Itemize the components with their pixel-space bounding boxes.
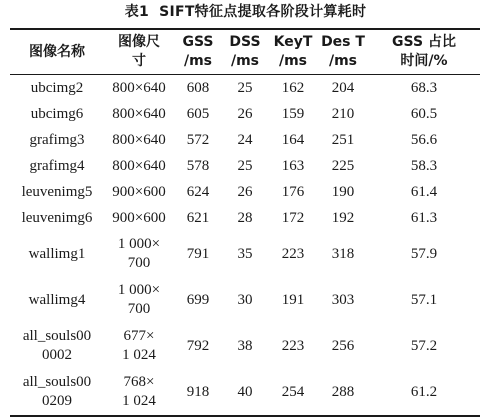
gss-cell: 624 [186, 183, 210, 200]
cell-text: 800×640 [112, 131, 166, 148]
dest-cell: 192 [331, 209, 355, 226]
keyt-cell: 164 [281, 131, 305, 148]
cell-text: grafimg4 [29, 157, 85, 174]
image-size-cell [104, 179, 174, 205]
keyt-cell: 223 [281, 337, 305, 354]
cell-text: 768× [123, 374, 155, 390]
header-text: DSS [229, 34, 261, 50]
keyt-cell: 159 [281, 105, 305, 122]
image-size-cell [104, 323, 174, 369]
keyt-cell: 176 [281, 183, 305, 200]
gss-ratio-cell: 57.9 [410, 245, 438, 262]
cell-text: all_souls00 [22, 328, 92, 344]
cell-text: leuvenimg5 [21, 183, 93, 200]
image-size-cell [104, 205, 174, 231]
dss-cell: 25 [237, 157, 253, 174]
cell-text: 1 024 [122, 393, 156, 409]
keyt-cell: 172 [281, 209, 305, 226]
cell-text: 900×600 [112, 183, 166, 200]
cell-text: 800×640 [112, 105, 166, 122]
keyt-cell: 254 [281, 383, 305, 400]
dest-cell: 288 [331, 383, 355, 400]
table-row [10, 127, 480, 153]
table-row [10, 277, 480, 323]
gss-cell: 621 [186, 209, 210, 226]
table-row [10, 369, 480, 416]
dest-cell: 225 [331, 157, 355, 174]
dss-cell: 30 [237, 291, 253, 308]
cell-text: leuvenimg6 [21, 209, 93, 226]
gss-cell: 699 [186, 291, 210, 308]
gss-ratio-cell: 61.3 [410, 209, 438, 226]
image-name-cell [10, 369, 104, 416]
image-name-cell [10, 101, 104, 127]
gss-ratio-cell: 58.3 [410, 157, 438, 174]
image-name-cell [10, 179, 104, 205]
gss-ratio-cell: 61.2 [410, 383, 438, 400]
header-text: KeyT [273, 34, 313, 50]
gss-cell: 791 [186, 245, 210, 262]
image-name-cell [10, 231, 104, 277]
image-size-cell [104, 277, 174, 323]
dss-cell: 26 [237, 105, 253, 122]
dss-cell: 40 [237, 383, 253, 400]
gss-ratio-cell: 57.1 [410, 291, 438, 308]
dss-cell: 24 [237, 131, 253, 148]
header-text: 寸 [132, 53, 146, 69]
table-title: SIFT特征点提取各阶段计算耗时 [159, 4, 367, 20]
gss-ratio-cell: 68.3 [410, 79, 438, 96]
cell-text: grafimg3 [29, 131, 85, 148]
gss-cell: 578 [186, 157, 210, 174]
dss-cell: 25 [237, 79, 253, 96]
cell-text: 1 000× [117, 282, 161, 298]
gss-ratio-cell: 57.2 [410, 337, 438, 354]
image-name-cell [10, 277, 104, 323]
table-row [10, 179, 480, 205]
image-name-cell [10, 205, 104, 231]
cell-text: ubcimg6 [30, 105, 84, 122]
header-text: GSS 占比 [392, 34, 456, 50]
col-gss-ratio-header [368, 29, 480, 75]
cell-text: 700 [127, 301, 151, 317]
header-text: /ms [183, 53, 213, 69]
dest-cell: 256 [331, 337, 355, 354]
table-row [10, 75, 480, 102]
table-row [10, 101, 480, 127]
dest-cell: 190 [331, 183, 355, 200]
image-size-cell [104, 369, 174, 416]
image-size-cell [104, 127, 174, 153]
gss-cell: 792 [186, 337, 210, 354]
gss-cell: 918 [186, 383, 210, 400]
header-text: 图像名称 [29, 43, 85, 60]
col-keyt-header [268, 29, 318, 75]
cell-text: ubcimg2 [30, 79, 84, 96]
image-name-cell [10, 127, 104, 153]
dss-cell: 38 [237, 337, 253, 354]
col-image-size-header [104, 29, 174, 75]
cell-text: 700 [127, 255, 151, 271]
cell-text: 1 000× [117, 236, 161, 252]
header-text: /ms [328, 53, 358, 69]
table-body [10, 75, 480, 417]
dss-cell: 28 [237, 209, 253, 226]
table-row [10, 323, 480, 369]
col-dss-header [222, 29, 268, 75]
cell-text: 1 024 [122, 347, 156, 363]
keyt-cell: 191 [281, 291, 305, 308]
image-name-cell [10, 75, 104, 102]
col-gss-header [174, 29, 222, 75]
cell-text: 800×640 [112, 79, 166, 96]
header-text: /ms [230, 53, 260, 69]
col-dest-header [318, 29, 368, 75]
cell-text: wallimg4 [28, 291, 86, 308]
gss-cell: 605 [186, 105, 210, 122]
gss-cell: 608 [186, 79, 210, 96]
timing-table [10, 28, 480, 417]
header-text: 图像尺 [118, 34, 160, 50]
gss-cell: 572 [186, 131, 210, 148]
table-row [10, 153, 480, 179]
table-header [10, 29, 480, 75]
image-name-cell [10, 153, 104, 179]
dest-cell: 210 [331, 105, 355, 122]
dest-cell: 303 [331, 291, 355, 308]
cell-text: 0002 [42, 347, 72, 363]
table-caption [0, 0, 491, 24]
cell-text: 0209 [42, 393, 72, 409]
image-size-cell [104, 231, 174, 277]
header-row [10, 29, 480, 75]
dss-cell: 35 [237, 245, 253, 262]
image-size-cell [104, 101, 174, 127]
gss-ratio-cell: 56.6 [410, 131, 438, 148]
header-text: 时间/% [400, 53, 448, 69]
header-text: Des T [321, 34, 365, 50]
keyt-cell: 162 [281, 79, 305, 96]
dss-cell: 26 [237, 183, 253, 200]
table-row [10, 205, 480, 231]
header-text: /ms [278, 53, 308, 69]
dest-cell: 251 [331, 131, 355, 148]
cell-text: 800×640 [112, 157, 166, 174]
table-row [10, 231, 480, 277]
table-number: 表1 [124, 4, 150, 20]
header-text: GSS [182, 34, 214, 50]
cell-text: 677× [123, 328, 155, 344]
image-size-cell [104, 153, 174, 179]
cell-text: 900×600 [112, 209, 166, 226]
col-image-name-header [10, 29, 104, 75]
dest-cell: 204 [331, 79, 355, 96]
cell-text: wallimg1 [28, 245, 86, 262]
image-size-cell [104, 75, 174, 102]
keyt-cell: 163 [281, 157, 305, 174]
gss-ratio-cell: 60.5 [410, 105, 438, 122]
gss-ratio-cell: 61.4 [410, 183, 438, 200]
image-name-cell [10, 323, 104, 369]
cell-text: all_souls00 [22, 374, 92, 390]
dest-cell: 318 [331, 245, 355, 262]
keyt-cell: 223 [281, 245, 305, 262]
